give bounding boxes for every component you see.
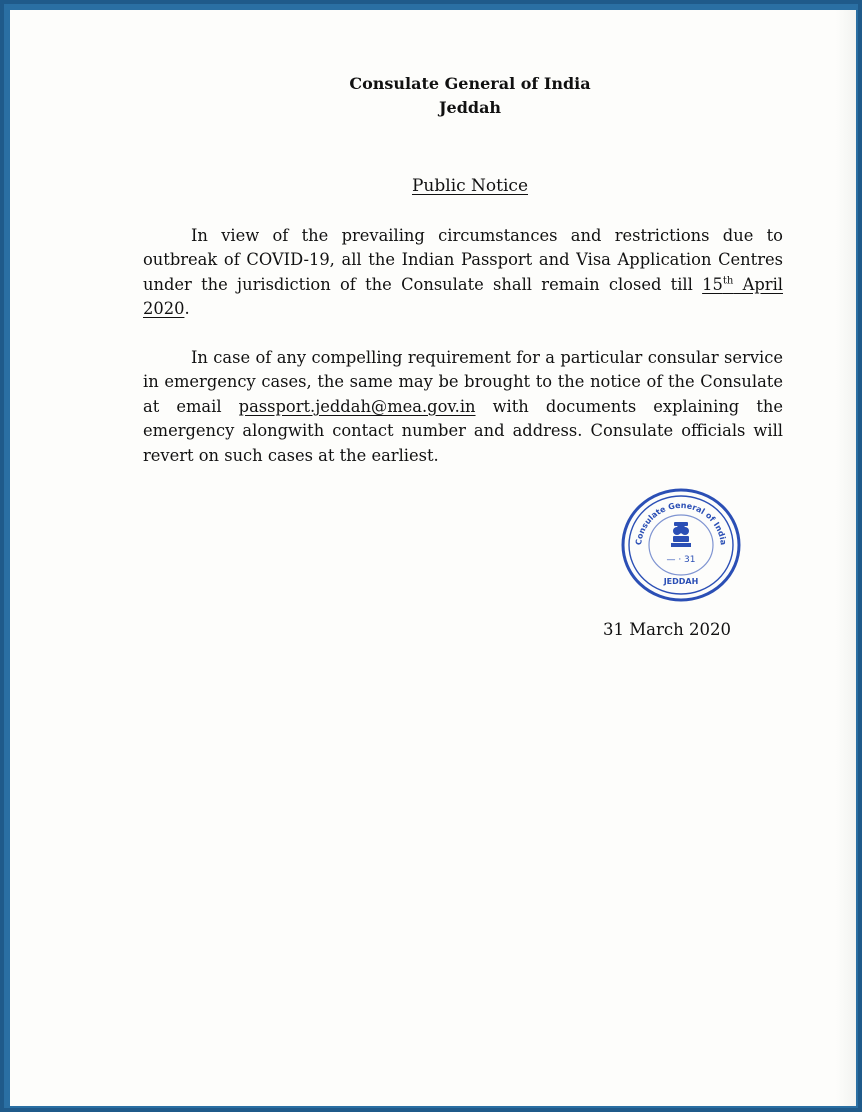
consulate-seal-stamp xyxy=(619,486,743,604)
seal-bottom-text: JEDDAH xyxy=(663,577,699,586)
paragraph-2-text-after: with documents explaining the emergency alongwith contact number and address. Consulate officials will revert on such cases at the earliest. xyxy=(143,396,783,465)
emblem-icon xyxy=(671,522,691,547)
notice-paragraph-1 xyxy=(143,224,783,322)
contact-email-link[interactable]: passport.jeddah@mea.gov.in xyxy=(238,396,476,416)
signature-date: 31 March 2020 xyxy=(603,620,731,639)
organization-heading: Consulate General of India xyxy=(349,74,591,93)
notice-paragraph-2 xyxy=(143,346,783,468)
scan-edge-shadow xyxy=(836,10,856,1106)
paragraph-2-text-before: In case of any compelling requirement for a particular consular service in emergency cases, the same may be brought to the notice of the Consulate at email xyxy=(143,348,783,416)
paragraph-1-text: In view of the prevailing circumstances and restrictions due to outbreak of COVID-19, all the Indian Passport and Visa Application Centres under the jurisdiction of the Consulate shall remain closed till xyxy=(143,226,783,294)
closure-date-suffix: th xyxy=(722,275,734,287)
document-page xyxy=(10,10,856,1106)
seal-ref-mark: — · 31 xyxy=(666,555,696,565)
closure-date-rest: April 2020 xyxy=(143,274,783,319)
seal-outer-text: Consulate General of India xyxy=(634,500,728,546)
city-heading: Jeddah xyxy=(438,98,502,117)
closure-date-day: 15 xyxy=(702,274,723,294)
paragraph-1-end: . xyxy=(184,299,190,319)
notice-title: Public Notice xyxy=(411,176,529,196)
